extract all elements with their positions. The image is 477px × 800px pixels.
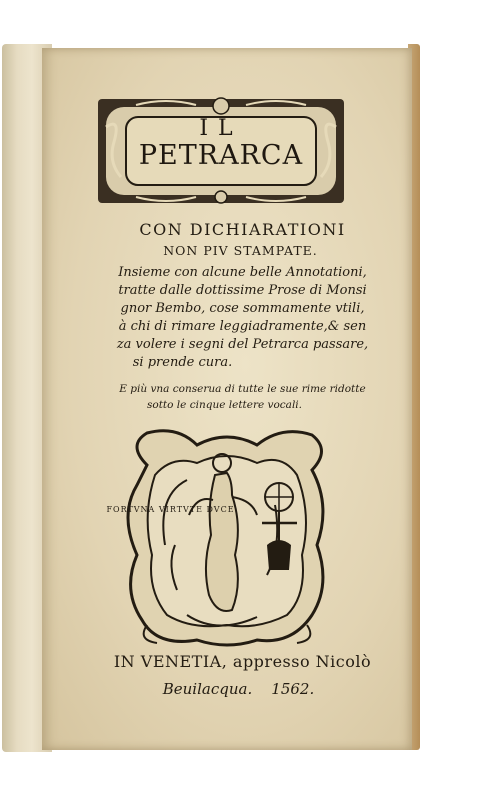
subtitle-line-2: NON PIV STAMPATE. bbox=[163, 243, 318, 258]
note-line-2: sotto le cinque lettere vocali. bbox=[147, 399, 302, 411]
description-line-3: gnor Bembo, cose sommamente vtili, bbox=[120, 301, 365, 316]
description-line-6: si prende cura. bbox=[132, 355, 233, 370]
description-line-2: tratte dalle dottissime Prose di Monsi bbox=[118, 283, 367, 298]
title-line-2: PETRARCA bbox=[138, 140, 304, 171]
description-line-5: za volere i segni del Petrarca passare, bbox=[116, 337, 369, 352]
note-line-1: E più vna conserua di tutte le sue rime ridotte bbox=[119, 383, 366, 395]
description-line-1: Insieme con alcune belle Annotationi, bbox=[118, 265, 367, 280]
fortuna-woodcut-device bbox=[117, 425, 335, 650]
subtitle-line-1: CON DICHIARATIONI bbox=[139, 220, 346, 239]
imprint-line-1: IN VENETIA, appresso Nicolò bbox=[113, 652, 372, 671]
title-line-1: IL bbox=[199, 116, 243, 141]
description-line-4: à chi di rimare leggiadramente,& sen bbox=[118, 319, 367, 334]
imprint-line-2: Beuilacqua. 1562. bbox=[162, 680, 315, 698]
emblem-motto: FORTVNA VIRTVTE DVCE bbox=[106, 505, 235, 514]
